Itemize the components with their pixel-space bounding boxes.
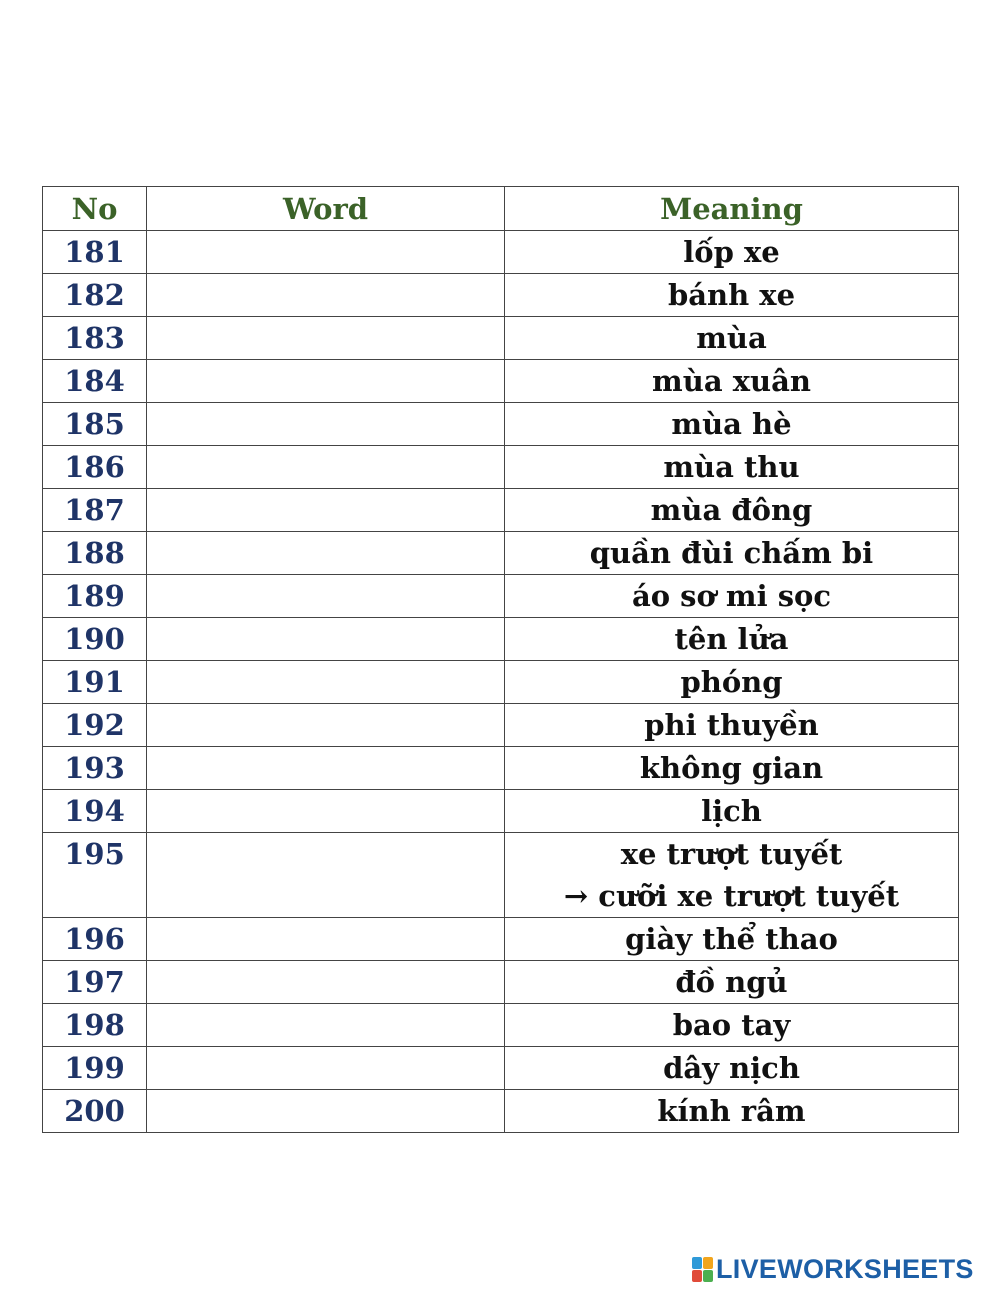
meaning-text: áo sơ mi sọc (631, 579, 832, 613)
row-number: 197 (43, 961, 147, 1004)
row-number: 191 (43, 661, 147, 704)
table-row (43, 403, 959, 446)
table-row (43, 618, 959, 661)
word-answer-cell[interactable] (147, 833, 505, 918)
logo-block-1 (692, 1257, 702, 1269)
meaning-text: bao tay (672, 1008, 791, 1042)
meaning-text: mùa (696, 321, 767, 355)
meaning-text: mùa thu (663, 450, 800, 484)
meaning-cell (505, 403, 959, 446)
meaning-cell (505, 231, 959, 274)
row-number: 184 (43, 360, 147, 403)
meaning-text: mùa xuân (652, 364, 811, 398)
meaning-cell (505, 1090, 959, 1133)
row-number: 199 (43, 1047, 147, 1090)
table-body (43, 231, 959, 1133)
meaning-text: mùa đông (650, 493, 813, 527)
row-number: 189 (43, 575, 147, 618)
word-answer-cell[interactable] (147, 661, 505, 704)
vocabulary-table (42, 186, 959, 1133)
meaning-text: không gian (639, 751, 824, 785)
table-row (43, 575, 959, 618)
row-number: 194 (43, 790, 147, 833)
meaning-text: kính râm (657, 1094, 806, 1128)
row-number: 200 (43, 1090, 147, 1133)
row-number: 195 (43, 833, 147, 918)
header-no: No (43, 187, 147, 231)
meaning-cell (505, 918, 959, 961)
meaning-text: bánh xe (667, 278, 796, 312)
word-answer-cell[interactable] (147, 575, 505, 618)
table-row (43, 532, 959, 575)
table-row (43, 918, 959, 961)
row-number: 193 (43, 747, 147, 790)
logo-block-2 (703, 1257, 713, 1269)
meaning-text: xe trượt tuyết (620, 837, 843, 871)
table-row (43, 274, 959, 317)
meaning-text: quần đùi chấm bi (589, 536, 874, 570)
meaning-cell (505, 1004, 959, 1047)
row-number: 198 (43, 1004, 147, 1047)
meaning-cell (505, 833, 959, 918)
table-row (43, 1047, 959, 1090)
table-row (43, 489, 959, 532)
meaning-text: dây nịch (663, 1051, 800, 1085)
row-number: 192 (43, 704, 147, 747)
word-answer-cell[interactable] (147, 274, 505, 317)
meaning-cell (505, 360, 959, 403)
word-answer-cell[interactable] (147, 446, 505, 489)
meaning-cell (505, 317, 959, 360)
meaning-text: đồ ngủ (675, 965, 788, 999)
table-header-row (43, 187, 959, 231)
meaning-cell (505, 747, 959, 790)
table-row (43, 1004, 959, 1047)
word-answer-cell[interactable] (147, 618, 505, 661)
table-row (43, 747, 959, 790)
word-answer-cell[interactable] (147, 403, 505, 446)
row-number: 182 (43, 274, 147, 317)
meaning-text: lốp xe (683, 235, 780, 269)
table-row (43, 961, 959, 1004)
table-row (43, 1090, 959, 1133)
word-answer-cell[interactable] (147, 918, 505, 961)
word-answer-cell[interactable] (147, 231, 505, 274)
row-number: 190 (43, 618, 147, 661)
liveworksheets-logo-mark (692, 1257, 713, 1282)
logo-block-3 (692, 1270, 702, 1282)
row-number: 183 (43, 317, 147, 360)
word-answer-cell[interactable] (147, 1047, 505, 1090)
word-answer-cell[interactable] (147, 704, 505, 747)
meaning-text: phi thuyền (644, 708, 819, 742)
header-meaning: Meaning (505, 187, 959, 231)
word-answer-cell[interactable] (147, 360, 505, 403)
meaning-text: → cưỡi xe trượt tuyết (563, 879, 900, 913)
meaning-text: lịch (701, 794, 762, 828)
meaning-cell (505, 1047, 959, 1090)
row-number: 186 (43, 446, 147, 489)
row-number: 196 (43, 918, 147, 961)
meaning-text: tên lửa (674, 622, 789, 656)
meaning-cell (505, 790, 959, 833)
row-number: 187 (43, 489, 147, 532)
table-row (43, 317, 959, 360)
meaning-cell (505, 575, 959, 618)
meaning-cell (505, 489, 959, 532)
row-number: 185 (43, 403, 147, 446)
meaning-cell (505, 274, 959, 317)
logo-text: LIVEWORKSHEETS (716, 1253, 974, 1284)
word-answer-cell[interactable] (147, 1004, 505, 1047)
word-answer-cell[interactable] (147, 961, 505, 1004)
word-answer-cell[interactable] (147, 1090, 505, 1133)
meaning-cell (505, 618, 959, 661)
meaning-text: giày thể thao (625, 922, 838, 956)
table-row (43, 833, 959, 918)
table-row (43, 446, 959, 489)
meaning-cell (505, 661, 959, 704)
word-answer-cell[interactable] (147, 489, 505, 532)
meaning-cell (505, 704, 959, 747)
row-number: 181 (43, 231, 147, 274)
row-number: 188 (43, 532, 147, 575)
word-answer-cell[interactable] (147, 747, 505, 790)
table-row (43, 661, 959, 704)
liveworksheets-logo (692, 1252, 974, 1286)
logo-block-4 (703, 1270, 713, 1282)
table-row (43, 704, 959, 747)
table-row (43, 360, 959, 403)
meaning-cell (505, 532, 959, 575)
meaning-text: mùa hè (671, 407, 792, 441)
word-answer-cell[interactable] (147, 790, 505, 833)
header-word: Word (147, 187, 505, 231)
meaning-text: phóng (680, 665, 783, 699)
word-answer-cell[interactable] (147, 532, 505, 575)
table-row (43, 231, 959, 274)
word-answer-cell[interactable] (147, 317, 505, 360)
meaning-cell (505, 446, 959, 489)
meaning-cell (505, 961, 959, 1004)
table-row (43, 790, 959, 833)
